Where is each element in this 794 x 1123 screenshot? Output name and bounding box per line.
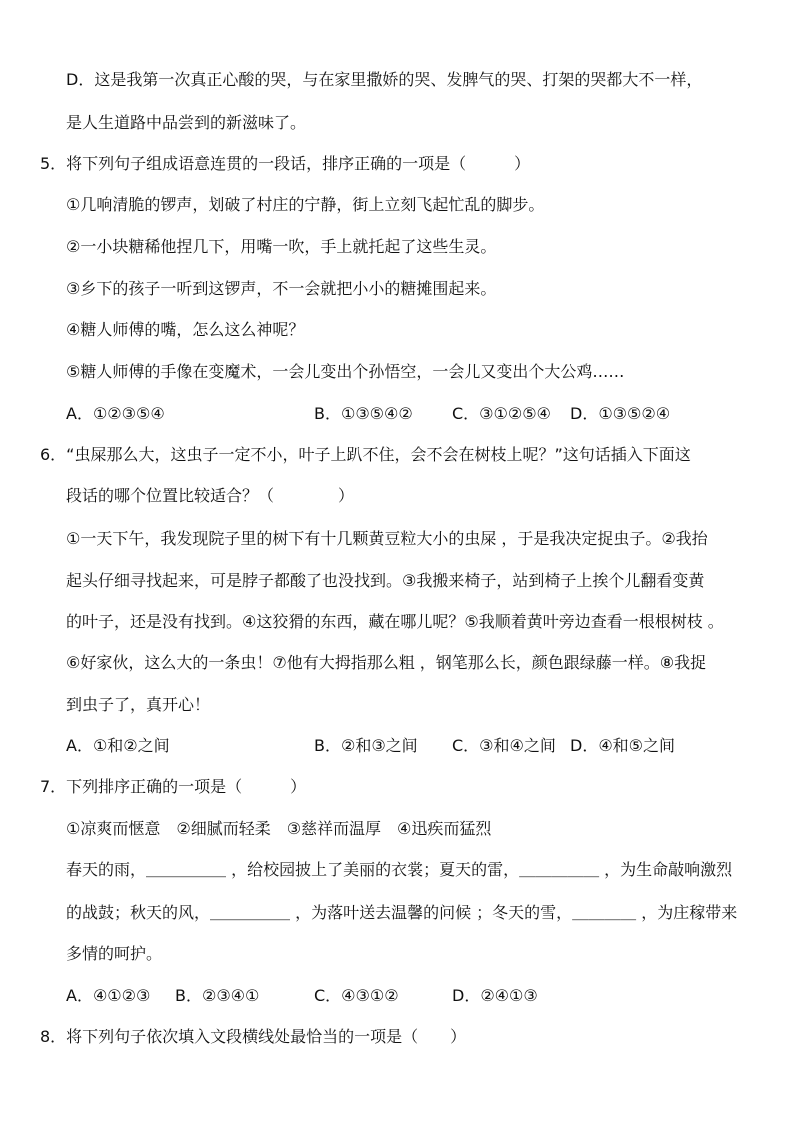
q5-sentence-1: ①几响清脆的锣声，划破了村庄的宁静，街上立刻飞起忙乱的脚步。 [66,195,545,214]
q5-option-a: A．①②③⑤④ [66,404,165,423]
q5-sentence-2: ②一小块糖稀他捏几下，用嘴一吹，手上就托起了这些生灵。 [66,237,497,256]
q8-stem: 8．将下列句子依次填入文段横线处最恰当的一项是（ ） [40,1027,467,1046]
q5-option-d: D．①③⑤②④ [570,404,671,423]
q5-sentence-5: ⑤糖人师傅的手像在变魔术，一会儿变出个孙悟空，一会儿又变出个大公鸡…… [66,362,625,381]
q6-option-c: C．③和④之间 [452,736,556,755]
q6-option-a: A．①和②之间 [66,736,170,755]
q4-option-d-line2: 是人生道路中品尝到的新滋味了。 [66,113,307,132]
q6-stem-line1: 6．“虫屎那么大，这虫子一定不小，叶子上趴不住，会不会在树枝上呢？”这句话插入下面这 [40,445,691,464]
q7-option-d: D．②④①③ [452,986,538,1005]
q6-option-d: D．④和⑤之间 [570,736,676,755]
q6-passage-line4: ⑥好家伙，这么大的一条虫！⑦他有大拇指那么粗 ，钢笔那么长，颜色跟绿藤一样。⑧我捉 [66,653,707,672]
q7-text-line2: 的战鼓；秋天的风，＿＿＿＿＿ ，为落叶送去温馨的问候 ；冬天的雪，＿＿＿＿ ，为庄稼带来 [66,903,738,922]
q6-passage-line2: 起头仔细寻找起来，可是脖子都酸了也没找到。③我搬来椅子，站到椅子上挨个儿翻看变黄 [66,571,705,590]
q5-sentence-3: ③乡下的孩子一听到这锣声，不一会就把小小的糖摊围起来。 [66,279,497,298]
q5-sentence-4: ④糖人师傅的嘴，怎么这么神呢？ [66,320,305,339]
q4-option-d-line1: D．这是我第一次真正心酸的哭，与在家里撒娇的哭、发脾气的哭、打架的哭都大不一样， [66,70,703,89]
q7-option-b: B．②③④① [175,986,260,1005]
q6-passage-line1: ①一天下午，我发现院子里的树下有十几颗黄豆粒大小的虫屎 ，于是我决定捉虫子。②我抬 [66,529,708,548]
q7-text-line1: 春天的雨，＿＿＿＿＿ ，给校园披上了美丽的衣裳；夏天的雷，＿＿＿＿＿ ，为生命敲响激烈 [66,860,733,879]
q6-stem-line2: 段话的哪个位置比较适合？（ ） [66,486,355,505]
q7-choices: ①凉爽而惬意 ②细腻而轻柔 ③慈祥而温厚 ④迅疾而猛烈 [66,819,492,838]
q5-option-c: C．③①②⑤④ [452,404,551,423]
q6-option-b: B．②和③之间 [314,736,418,755]
q5-stem: 5．将下列句子组成语意连贯的一段话，排序正确的一项是（ ） [40,154,531,173]
q7-option-c: C．④③①② [314,986,399,1005]
q7-text-line3: 多情的呵护。 [66,944,163,963]
q7-stem: 7．下列排序正确的一项是（ ） [40,777,307,796]
q6-passage-line5: 到虫子了，真开心！ [66,695,211,714]
q6-passage-line3: 的叶子，还是没有找到。④这狡猾的东西，藏在哪儿呢？⑤我顺着黄叶旁边查看一根根树枝 。 [66,612,724,631]
q5-option-b: B．①③⑤④② [314,404,413,423]
q7-option-a: A．④①②③ [66,986,151,1005]
